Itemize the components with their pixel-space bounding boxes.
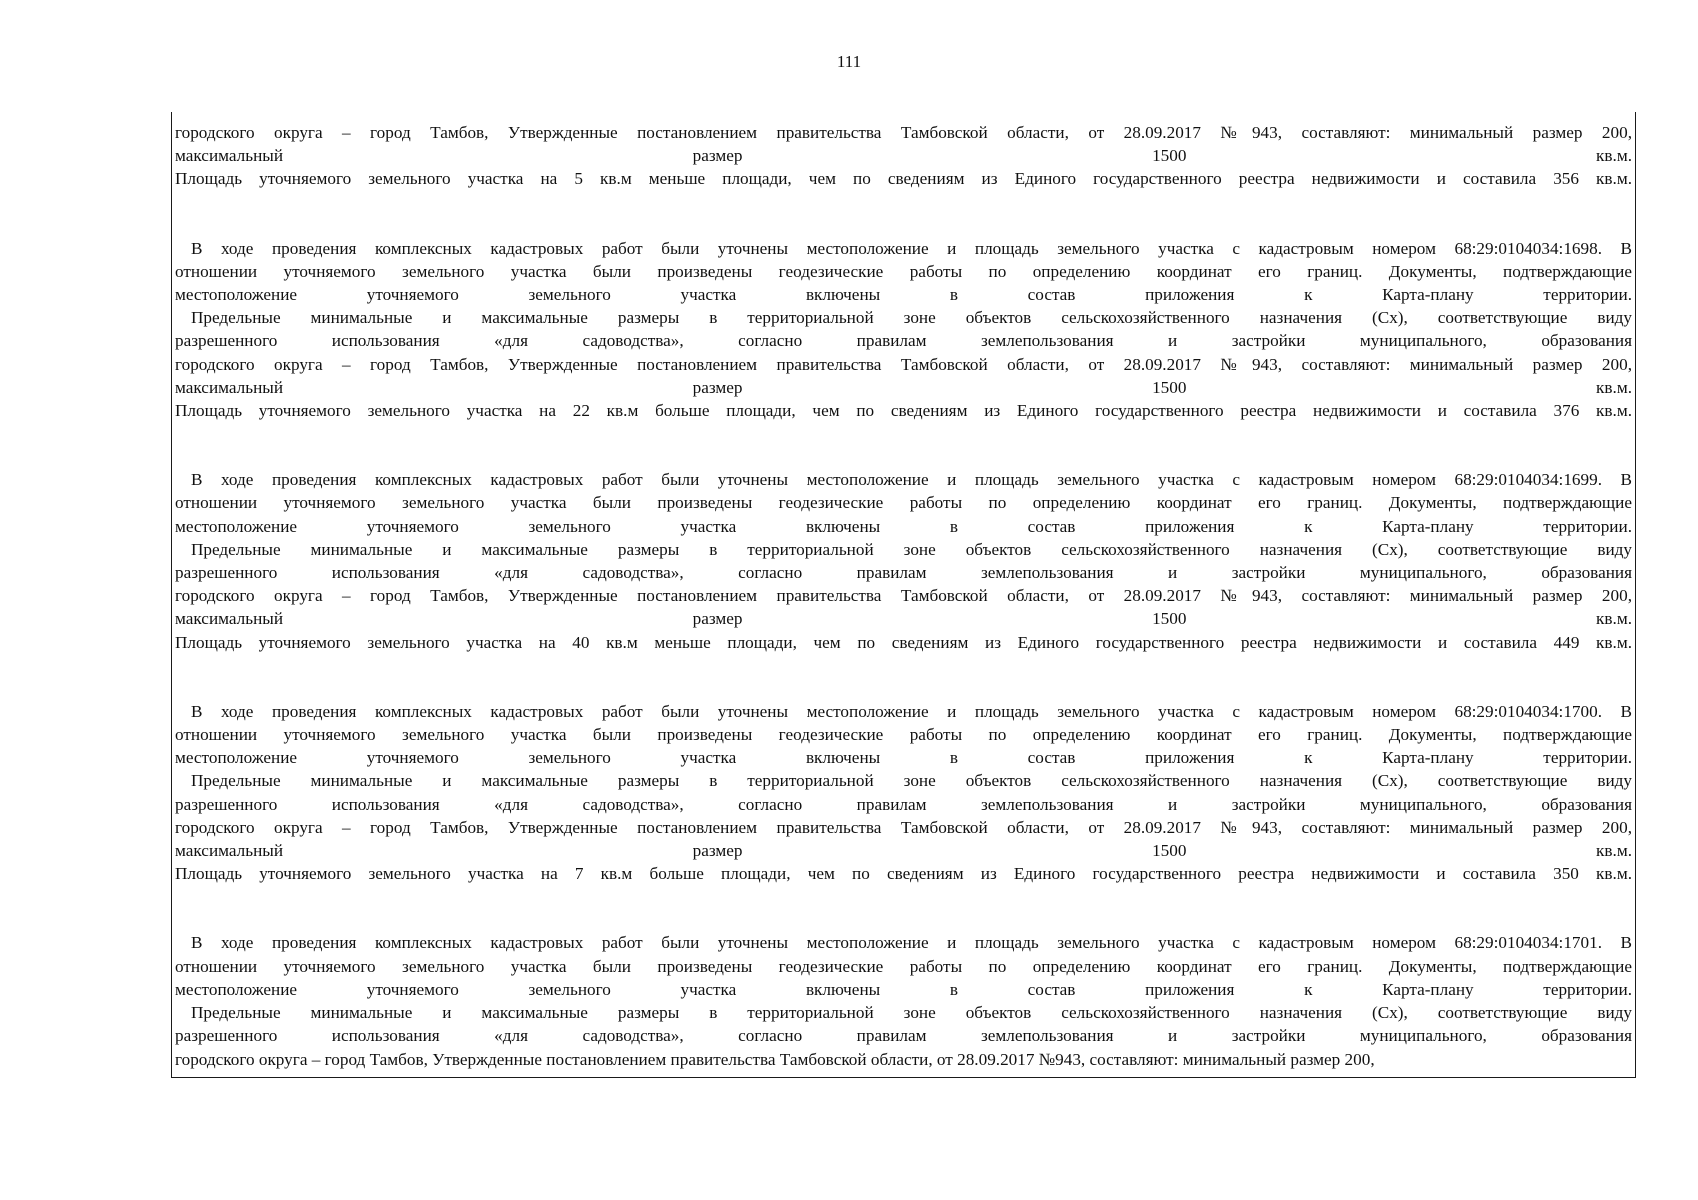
section-1700 [175,700,1632,886]
text-line: разрешенного использования «для садоводства», согласно правилам землепользования и застройки муниципального, образования [175,563,1632,583]
text-line: местоположение уточняемого земельного участка включены в состав приложения к Карта-плану территории. [175,979,1632,999]
paragraph-gap [175,885,1632,931]
document-content [172,112,1635,1071]
text-line: отношении уточняемого земельного участка были произведены геодезические работы по определению координат его границ. Документы, подтверждающие [175,725,1632,745]
text-line: отношении уточняемого земельного участка были произведены геодезические работы по определению координат его границ. Документы, подтверждающие [175,493,1632,513]
text-line: Предельные минимальные и максимальные размеры в территориальной зоне объектов сельскохозяйственного назначения (Сх), соответствующие виду [191,771,1632,791]
text-line: разрешенного использования «для садоводства», согласно правилам землепользования и застройки муниципального, образования [175,794,1632,814]
text-line: максимальный размер 1500 кв.м. [175,609,1632,629]
text-line: городского округа – город Тамбов, Утвержденные постановлением правительства Тамбовской области, от 28.09.2017 №943, составляют: минимальный размер 200, [175,586,1632,606]
text-line: максимальный размер 1500 кв.м. [175,146,1632,166]
text-line: отношении уточняемого земельного участка были произведены геодезические работы по определению координат его границ. Документы, подтверждающие [175,956,1632,976]
text-line: В ходе проведения комплексных кадастровых работ были уточнены местоположение и площадь земельного участка с кадастровым номером 68:29:0104034:1699. В [191,470,1632,490]
section-1699 [175,468,1632,654]
paragraph-gap [175,191,1632,237]
intro-block [175,121,1632,191]
text-line: максимальный размер 1500 кв.м. [175,841,1632,861]
text-line: местоположение уточняемого земельного участка включены в состав приложения к Карта-плану территории. [175,516,1632,536]
text-line: Площадь уточняемого земельного участка на 5 кв.м меньше площади, чем по сведениям из Единого государственного реестра недвижимости и составила 356 кв.м. [175,169,1632,189]
text-line: городского округа – город Тамбов, Утвержденные постановлением правительства Тамбовской области, от 28.09.2017 №943, составляют: минимальный размер 200, [175,123,1632,142]
text-line: В ходе проведения комплексных кадастровых работ были уточнены местоположение и площадь земельного участка с кадастровым номером 68:29:0104034:1700. В [191,701,1632,721]
text-line: местоположение уточняемого земельного участка включены в состав приложения к Карта-плану территории. [175,748,1632,768]
document-frame [171,112,1636,1078]
text-line: разрешенного использования «для садоводства», согласно правилам землепользования и застройки муниципального, образования [175,331,1632,351]
paragraph-gap [175,654,1632,700]
text-line: В ходе проведения комплексных кадастровых работ были уточнены местоположение и площадь земельного участка с кадастровым номером 68:29:0104034:1698. В [191,238,1632,258]
section-1698 [175,237,1632,423]
text-line: Площадь уточняемого земельного участка на 7 кв.м больше площади, чем по сведениям из Единого государственного реестра недвижимости и составила 350 кв.м. [175,864,1632,884]
text-line: Предельные минимальные и максимальные размеры в территориальной зоне объектов сельскохозяйственного назначения (Сх), соответствующие виду [191,539,1632,559]
paragraph-gap [175,422,1632,468]
text-line: Предельные минимальные и максимальные размеры в территориальной зоне объектов сельскохозяйственного назначения (Сх), соответствующие виду [191,308,1632,328]
text-line: городского округа – город Тамбов, Утвержденные постановлением правительства Тамбовской области, от 28.09.2017 №943, составляют: минимальный размер 200, [175,1049,1375,1069]
text-line: Площадь уточняемого земельного участка на 22 кв.м больше площади, чем по сведениям из Единого государственного реестра недвижимости и составила 376 кв.м. [175,401,1632,421]
page-number: 111 [836,52,862,71]
text-line: В ходе проведения комплексных кадастровых работ были уточнены местоположение и площадь земельного участка с кадастровым номером 68:29:0104034:1701. В [191,933,1632,953]
text-line: местоположение уточняемого земельного участка включены в состав приложения к Карта-плану территории. [175,285,1632,305]
section-1701 [175,931,1632,1070]
text-line: максимальный размер 1500 кв.м. [175,377,1632,397]
text-line: отношении уточняемого земельного участка были произведены геодезические работы по определению координат его границ. Документы, подтверждающие [175,261,1632,281]
text-line: городского округа – город Тамбов, Утвержденные постановлением правительства Тамбовской области, от 28.09.2017 №943, составляют: минимальный размер 200, [175,354,1632,374]
text-line: Предельные минимальные и максимальные размеры в территориальной зоне объектов сельскохозяйственного назначения (Сх), соответствующие виду [191,1003,1632,1023]
text-line: разрешенного использования «для садоводства», согласно правилам землепользования и застройки муниципального, образования [175,1026,1632,1046]
text-line: городского округа – город Тамбов, Утвержденные постановлением правительства Тамбовской области, от 28.09.2017 №943, составляют: минимальный размер 200, [175,817,1632,837]
text-line: Площадь уточняемого земельного участка на 40 кв.м меньше площади, чем по сведениям из Единого государственного реестра недвижимости и составила 449 кв.м. [175,632,1632,652]
